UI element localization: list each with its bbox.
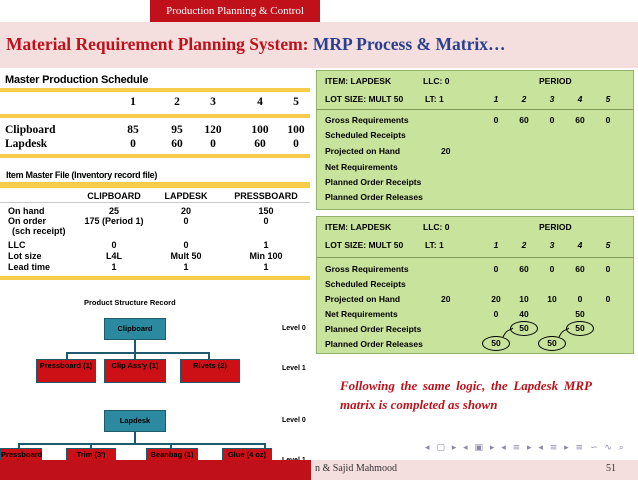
beamer-nav-controls[interactable]: ◂ ▢ ▸ ◂ ▣ ▸ ◂ ≡ ▸ ◂ ≡ ▸ ≡ ∽ ∿ ⌕ [425, 443, 626, 453]
imf-value: 1 [183, 262, 189, 272]
top-bar [0, 0, 638, 22]
level-label: Level 1 [282, 365, 306, 372]
matrix-row-label: Planned Order Receipts [325, 324, 422, 334]
matrix-row-label: Scheduled Receipts [325, 130, 406, 140]
level-label: Level 0 [282, 417, 306, 424]
matrix-row-label: Gross Requirements [325, 115, 409, 125]
matrix-row-label: Planned Order Receipts [325, 177, 422, 187]
node-pressboard: Pressboard [0, 448, 42, 470]
matrix-item: ITEM: LAPDESK [325, 222, 392, 232]
slide-title-sub: MRP Process & Matrix… [312, 34, 506, 54]
matrix-row-label: Scheduled Receipts [325, 279, 406, 289]
mps-value: 0 [293, 138, 299, 150]
node-clip-assembly: Clip Ass'y (1) [104, 359, 166, 383]
matrix-row-label: Planned Order Releases [325, 339, 423, 349]
planned-release-oval: 50 [482, 336, 510, 351]
imf-value: 0 [111, 240, 117, 250]
imf-value: 1 [263, 262, 269, 272]
matrix-cell: 0 [549, 264, 555, 274]
footer-right-band [311, 460, 638, 480]
imf-row-label: Lot size [8, 251, 42, 261]
matrix-row-label: Projected on Hand [325, 146, 401, 156]
imf-value: 1 [111, 262, 117, 272]
mps-value: 85 [127, 124, 139, 136]
matrix-cell: 0 [605, 264, 611, 274]
matrix-lot-size: LOT SIZE: MULT 50 [325, 94, 404, 104]
explanation-note: Following the same logic, the Lapdesk MRP matrix is completed as shown [340, 378, 592, 412]
planned-receipt-oval: 50 [566, 321, 594, 336]
imf-value: 150 [258, 206, 274, 216]
mps-value: 100 [287, 124, 305, 136]
matrix-cell: 0 [577, 294, 583, 304]
mps-rule-bottom [0, 154, 310, 158]
imf-value: 0 [183, 240, 189, 250]
slide-title-main: Material Requirement Planning System: [6, 34, 309, 54]
node-pressboard: Pressboard (1) [36, 359, 96, 383]
node-lapdesk: Lapdesk [104, 410, 166, 432]
slide-title [6, 34, 505, 55]
mps-value: 0 [130, 138, 136, 150]
matrix-divider [317, 109, 633, 110]
node-rivets: Rivets (2) [180, 359, 240, 383]
matrix-period-num: 3 [549, 240, 555, 250]
matrix-on-hand-start: 20 [441, 146, 451, 156]
mps-value: 0 [210, 138, 216, 150]
planned-receipt-oval: 50 [510, 321, 538, 336]
imf-heading: Item Master File (Inventory record file) [6, 170, 158, 180]
section-band [150, 0, 320, 22]
connector [134, 339, 136, 353]
imf-row-label: LLC [8, 240, 26, 250]
matrix-divider [317, 257, 633, 258]
matrix-period-num: 1 [493, 94, 499, 104]
matrix-lot-size: LOT SIZE: MULT 50 [325, 240, 404, 250]
imf-value: L4L [105, 251, 122, 261]
section-title: Production Planning & Control [166, 5, 304, 17]
node-beanbag: Beanbag (1) [146, 448, 198, 470]
mrp-matrix-initial [316, 70, 634, 210]
mps-period: 5 [293, 96, 299, 108]
imf-value: Min 100 [249, 251, 283, 261]
matrix-cell: 0 [493, 309, 499, 319]
page-number: 51 [606, 463, 616, 474]
matrix-llc: LLC: 0 [423, 76, 450, 86]
imf-value: 25 [108, 206, 119, 216]
matrix-on-hand-start: 20 [441, 294, 451, 304]
mps-heading: Master Production Schedule [5, 74, 149, 86]
matrix-lead-time: LT: 1 [425, 240, 444, 250]
imf-value: Mult 50 [170, 251, 202, 261]
mps-period: 4 [257, 96, 263, 108]
matrix-cell: 10 [547, 294, 557, 304]
footer [0, 460, 638, 480]
matrix-cell: 10 [519, 294, 529, 304]
matrix-row-label: Net Requirements [325, 309, 398, 319]
matrix-llc: LLC: 0 [423, 222, 450, 232]
matrix-cell: 0 [493, 115, 499, 125]
item-master-file [0, 168, 312, 284]
matrix-cell: 60 [575, 264, 585, 274]
matrix-lead-time: LT: 1 [425, 94, 444, 104]
imf-value: 0 [183, 216, 189, 226]
matrix-cell: 0 [549, 115, 555, 125]
matrix-cell: 40 [519, 309, 529, 319]
matrix-period-num: 3 [549, 94, 555, 104]
matrix-cell: 20 [491, 294, 501, 304]
matrix-row-label: Net Requirements [325, 162, 398, 172]
matrix-cell: 60 [519, 115, 529, 125]
mps-period: 2 [174, 96, 180, 108]
psr-heading: Product Structure Record [84, 298, 176, 307]
matrix-row-label: Gross Requirements [325, 264, 409, 274]
matrix-cell: 0 [605, 294, 611, 304]
matrix-cell: 50 [575, 309, 585, 319]
matrix-cell: 60 [575, 115, 585, 125]
matrix-period: PERIOD [539, 222, 572, 232]
title-bar [0, 22, 638, 68]
connector [18, 443, 266, 445]
mps-value: 95 [171, 124, 183, 136]
node-glue: Glue (4 oz) [222, 448, 272, 470]
imf-rule-bottom [0, 276, 310, 280]
matrix-period-num: 1 [493, 240, 499, 250]
matrix-item: ITEM: LAPDESK [325, 76, 392, 86]
mps-rule-top [0, 88, 310, 92]
matrix-period-num: 5 [605, 94, 611, 104]
master-production-schedule [0, 70, 312, 162]
matrix-period-num: 4 [577, 240, 583, 250]
matrix-period-num: 5 [605, 240, 611, 250]
matrix-row-label: Projected on Hand [325, 294, 401, 304]
imf-row-label: On order [8, 216, 47, 226]
node-trim: Trim (3') [66, 448, 116, 470]
mps-row-name: Clipboard [5, 124, 56, 136]
matrix-cell: 0 [493, 264, 499, 274]
mrp-matrix-completed [316, 216, 634, 354]
imf-value: 0 [263, 216, 269, 226]
mps-period: 3 [210, 96, 216, 108]
matrix-period-num: 4 [577, 94, 583, 104]
mps-value: 60 [171, 138, 183, 150]
matrix-period-num: 2 [521, 94, 527, 104]
mps-value: 100 [251, 124, 269, 136]
imf-rule-top [0, 182, 310, 188]
imf-row-label: On hand [8, 206, 45, 216]
matrix-period: PERIOD [539, 76, 572, 86]
imf-column: PRESSBOARD [234, 191, 298, 201]
imf-row-label: (sch receipt) [12, 226, 66, 236]
imf-value: 1 [263, 240, 269, 250]
matrix-cell: 60 [519, 264, 529, 274]
footer-left-band [0, 460, 311, 480]
matrix-period-num: 2 [521, 240, 527, 250]
mps-period: 1 [130, 96, 136, 108]
imf-value: 175 (Period 1) [84, 216, 144, 226]
matrix-row-label: Planned Order Releases [325, 192, 423, 202]
mps-rule-mid [0, 114, 310, 118]
imf-column: CLIPBOARD [87, 191, 141, 201]
level-label: Level 0 [282, 325, 306, 332]
matrix-cell: 0 [605, 115, 611, 125]
planned-release-oval: 50 [538, 336, 566, 351]
imf-column: LAPDESK [164, 191, 208, 201]
footer-authors: n & Sajid Mahmood [315, 463, 397, 474]
node-clipboard: Clipboard [104, 318, 166, 340]
imf-value: 20 [180, 206, 191, 216]
imf-row-label: Lead time [8, 262, 51, 272]
mps-value: 60 [254, 138, 266, 150]
mps-row-name: Lapdesk [5, 138, 48, 150]
connector [66, 352, 210, 354]
mps-value: 120 [204, 124, 222, 136]
